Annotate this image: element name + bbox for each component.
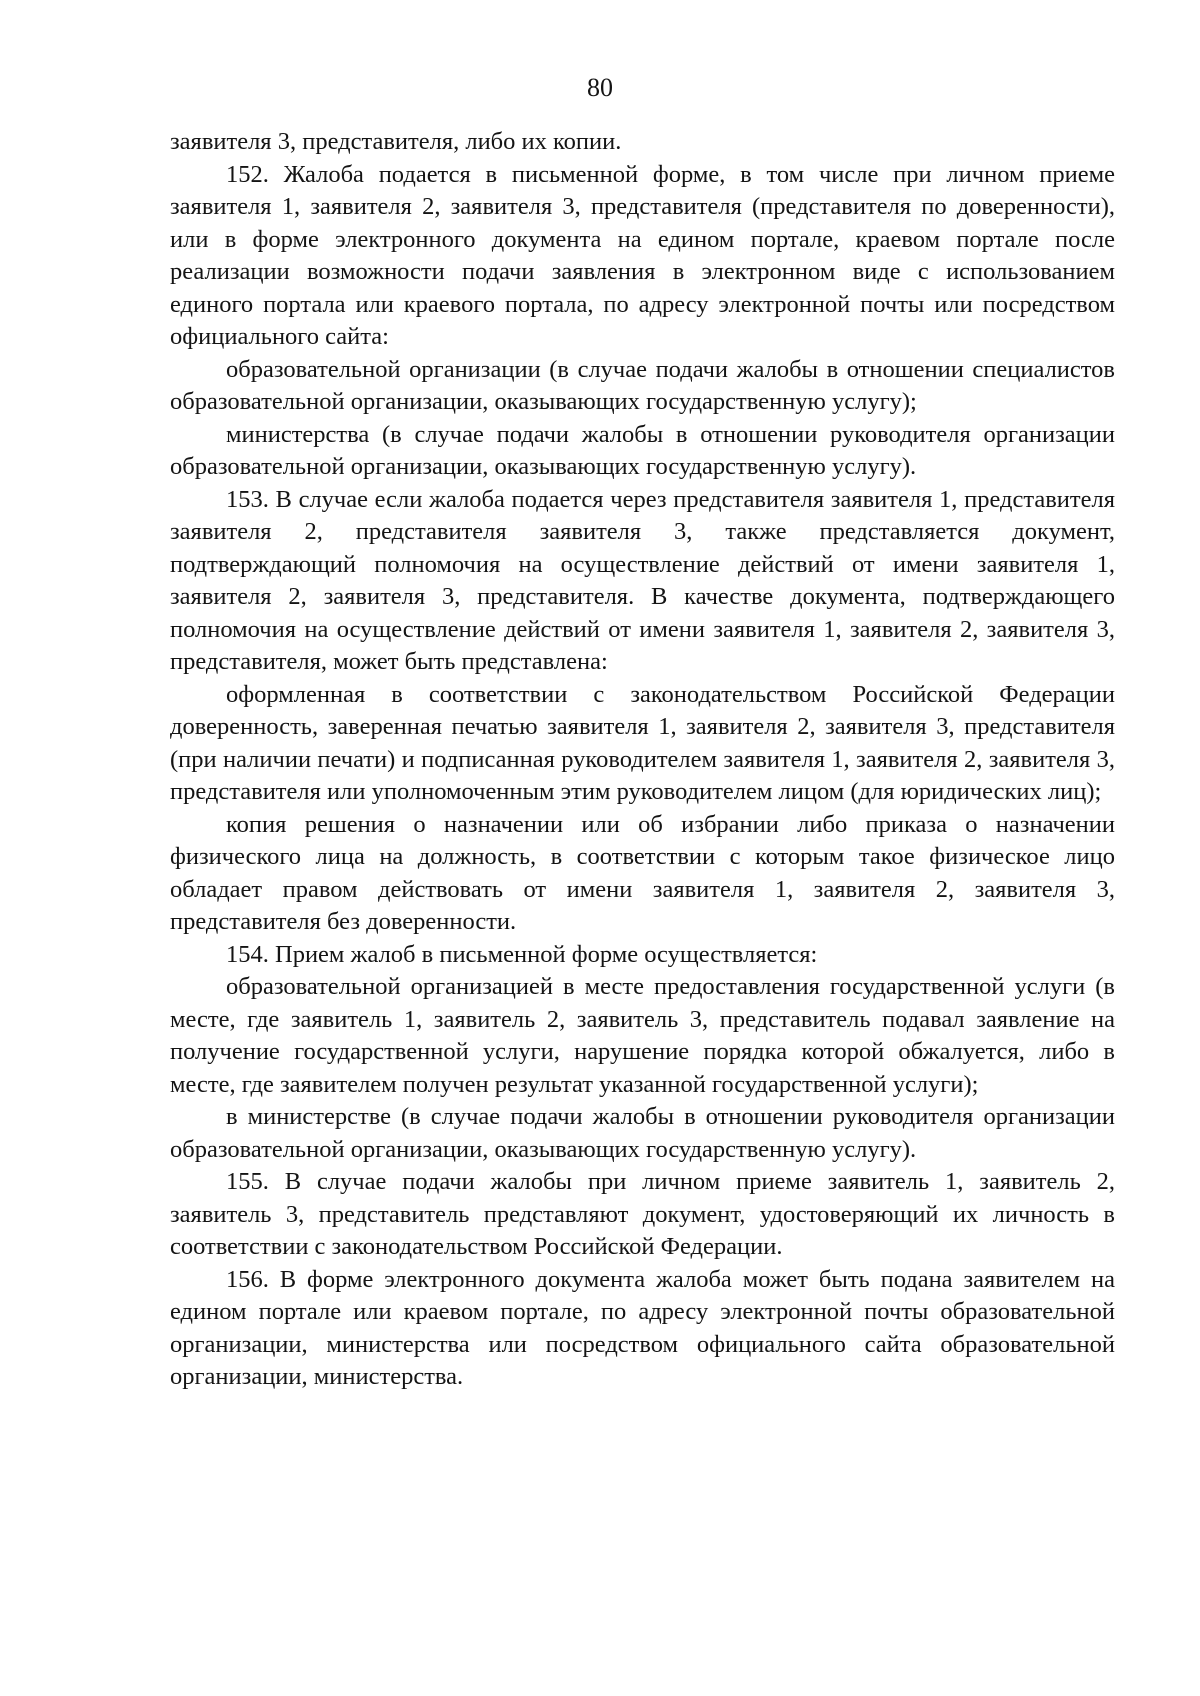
paragraph-153: 153. В случае если жалоба подается через представителя заявителя 1, представителя заявителя 2, представителя заявителя 3, также представляется документ, подтверждающий полномочия на осуществление действий от имени заявителя 1, заявителя 2, заявителя 3, представителя. В качестве документа, подтверждающего полномочия на осуществление действий от имени заявителя 1, заявителя 2, заявителя 3, представителя, может быть представлена: <box>170 485 1115 675</box>
document-body <box>170 126 1115 1394</box>
paragraph-continuation: заявителя 3, представителя, либо их копии. <box>170 128 622 155</box>
paragraph-152-item-2: министерства (в случае подачи жалобы в отношении руководителя организации образовательной организации, оказывающих государственную услугу). <box>170 420 1115 480</box>
paragraph-156: 156. В форме электронного документа жалоба может быть подана заявителем на едином портале или краевом портале, по адресу электронной почты образовательной организации, министерства или посредством официального сайта образовательной организации, министерства. <box>170 1265 1115 1390</box>
paragraph-154-item-2: в министерстве (в случае подачи жалобы в отношении руководителя организации образовательной организации, оказывающих государственную услугу). <box>170 1103 1115 1163</box>
paragraph-152-item-1: образовательной организации (в случае подачи жалобы в отношении специалистов образовательной организации, оказывающих государственную услугу); <box>170 355 1115 415</box>
page-number: 80 <box>587 73 613 102</box>
paragraph-152: 152. Жалоба подается в письменной форме, в том числе при личном приеме заявителя 1, заявителя 2, заявителя 3, представителя (представителя по доверенности), или в форме электронного документа на едином портале, краевом портале после реализации возможности подачи заявления в электронном виде с использованием единого портала или краевого портала, по адресу электронной почты или посредством официального сайта: <box>170 160 1115 350</box>
paragraph-153-item-2: копия решения о назначении или об избрании либо приказа о назначении физического лица на должность, в соответствии с которым такое физическое лицо обладает правом действовать от имени заявителя 1, заявителя 2, заявителя 3, представителя без доверенности. <box>170 810 1115 935</box>
paragraph-155: 155. В случае подачи жалобы при личном приеме заявитель 1, заявитель 2, заявитель 3, представитель представляют документ, удостоверяющий их личность в соответствии с законодательством Российской Федерации. <box>170 1168 1115 1260</box>
paragraph-153-item-1: оформленная в соответствии с законодательством Российской Федерации доверенность, заверенная печатью заявителя 1, заявителя 2, заявителя 3, представителя (при наличии печати) и подписанная руководителем заявителя 1, заявителя 2, заявителя 3, представителя или уполномоченным этим руководителем лицом (для юридических лиц); <box>170 680 1115 805</box>
paragraph-154-item-1: образовательной организацией в месте предоставления государственной услуги (в месте, где заявитель 1, заявитель 2, заявитель 3, представитель подавал заявление на получение государственной услуги, нарушение порядка которой обжалуется, либо в месте, где заявителем получен результат указанной государственной услуги); <box>170 973 1115 1098</box>
paragraph-154: 154. Прием жалоб в письменной форме осуществляется: <box>226 940 818 968</box>
